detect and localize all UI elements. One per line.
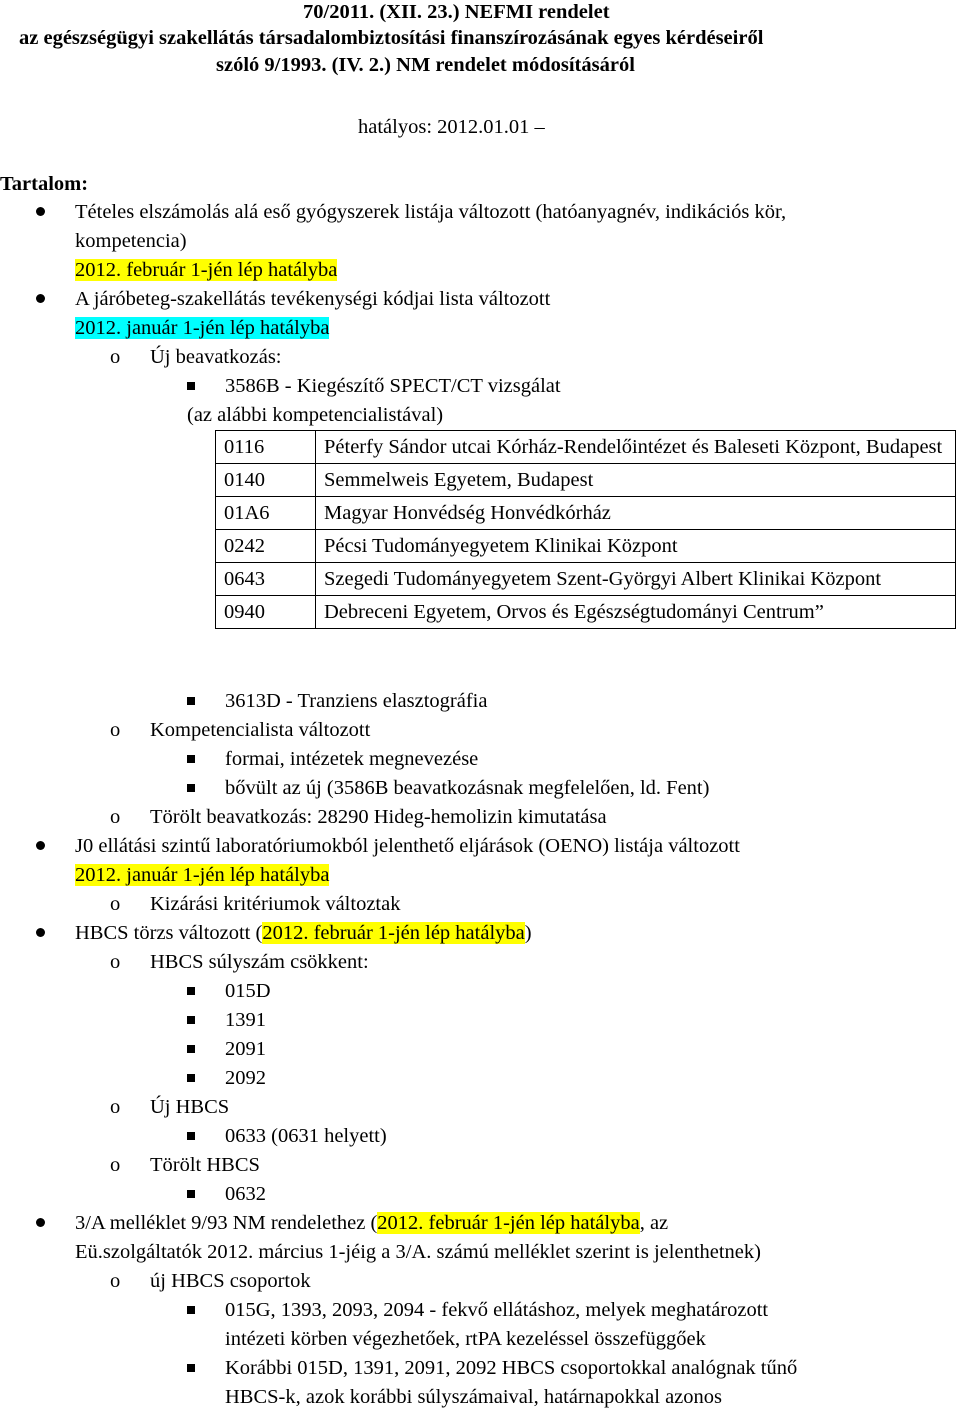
s4-weight-item: 1391 — [225, 1009, 266, 1031]
square-bullet-icon — [187, 1045, 195, 1053]
table-cell-code: 0140 — [216, 464, 316, 497]
s5-date-highlight: 2012. február 1-jén lép hatályba — [377, 1212, 640, 1234]
square-bullet-icon — [187, 1074, 195, 1082]
effective-date: hatályos: 2012.01.01 – — [358, 116, 545, 138]
s2-effective — [75, 316, 329, 340]
s4-sub-weight: HBCS súlyszám csökkent: — [150, 951, 369, 973]
s4-text-pre: HBCS törzs változott ( — [75, 922, 263, 944]
square-bullet-icon — [187, 697, 195, 705]
s5-text-cont: Eü.szolgáltatók 2012. március 1-jéig a 3/A. számú melléklet szerint is jelenthetnek) — [75, 1241, 761, 1263]
table-cell-code: 0242 — [216, 530, 316, 563]
s2-sub-new-intervention: Új beavatkozás: — [150, 346, 282, 368]
circle-bullet-icon: o — [110, 806, 121, 828]
table-cell-code: 0643 — [216, 563, 316, 596]
table-cell-name: Péterfy Sándor utcai Kórház-Rendelőintézet és Baleseti Központ, Budapest — [316, 431, 956, 464]
s1-text: Tételes elszámolás alá eső gyógyszerek listája változott (hatóanyagnév, indikációs kör, — [75, 201, 787, 223]
square-bullet-icon — [187, 1306, 195, 1314]
s3-effective — [75, 863, 329, 887]
s5-text — [75, 1211, 668, 1235]
circle-bullet-icon: o — [110, 951, 121, 973]
table-cell-code: 01A6 — [216, 497, 316, 530]
s2-date-highlight: 2012. január 1-jén lép hatályba — [75, 317, 330, 339]
s4-weight-item: 2092 — [225, 1067, 266, 1089]
table-cell-name: Magyar Honvédség Honvédkórház — [316, 497, 956, 530]
s2-sub2-item1: formai, intézetek megnevezése — [225, 748, 479, 770]
s4-date-highlight: 2012. február 1-jén lép hatályba — [262, 922, 525, 944]
s5-item1: 015G, 1393, 2093, 2094 - fekvő ellátáshoz, melyek meghatározott — [225, 1299, 769, 1321]
s2-sub2-item2: bővült az új (3586B beavatkozásnak megfelelően, ld. Fent) — [225, 777, 710, 799]
bullet-icon — [36, 207, 45, 216]
table-row — [216, 530, 956, 563]
bullet-icon — [36, 928, 45, 937]
s2-item-3613d: 3613D - Tranziens elasztográfia — [225, 690, 488, 712]
s4-deleted-item: 0632 — [225, 1183, 266, 1205]
s2-text: A járóbeteg-szakellátás tevékenységi kódjai lista változott — [75, 288, 551, 310]
square-bullet-icon — [187, 1016, 195, 1024]
bullet-icon — [36, 841, 45, 850]
bullet-icon — [36, 1218, 45, 1227]
s4-text — [75, 921, 532, 945]
table-row — [216, 431, 956, 464]
s3-date-highlight: 2012. január 1-jén lép hatályba — [75, 864, 330, 886]
contents-heading: Tartalom: — [0, 173, 89, 195]
s4-sub-deleted: Törölt HBCS — [150, 1154, 260, 1176]
s3-sub-exclusion: Kizárási kritériumok változtak — [150, 893, 401, 915]
square-bullet-icon — [187, 987, 195, 995]
table-cell-code: 0116 — [216, 431, 316, 464]
square-bullet-icon — [187, 1364, 195, 1372]
s4-sub-new: Új HBCS — [150, 1096, 230, 1118]
s3-text: J0 ellátási szintű laboratóriumokból jelenthető eljárások (OENO) listája változott — [75, 835, 740, 857]
s4-weight-item: 015D — [225, 980, 271, 1002]
table-cell-name: Debreceni Egyetem, Orvos és Egészségtudományi Centrum” — [316, 596, 956, 629]
s5-text-post: , az — [639, 1212, 669, 1234]
s1-effective — [75, 258, 337, 282]
table-cell-name: Semmelweis Egyetem, Budapest — [316, 464, 956, 497]
s2-item-3586b: 3586B - Kiegészítő SPECT/CT vizsgálat — [225, 375, 561, 397]
s4-weight-item: 2091 — [225, 1038, 266, 1060]
circle-bullet-icon: o — [110, 1270, 121, 1292]
table-row — [216, 596, 956, 629]
competence-table — [215, 430, 956, 629]
s4-text-post: ) — [524, 922, 532, 944]
s5-item1-cont: intézeti körben végezhetőek, rtPA kezeléssel összefüggőek — [225, 1328, 706, 1350]
table-row — [216, 464, 956, 497]
document-title: 70/2011. (XII. 23.) NEFMI rendelet — [303, 1, 610, 23]
s5-sub-new-groups: új HBCS csoportok — [150, 1270, 311, 1292]
table-cell-code: 0940 — [216, 596, 316, 629]
s1-date-highlight: 2012. február 1-jén lép hatályba — [75, 259, 338, 281]
s5-text-pre: 3/A melléklet 9/93 NM rendelethez ( — [75, 1212, 378, 1234]
s1-text-cont: kompetencia) — [75, 230, 187, 252]
circle-bullet-icon: o — [110, 346, 121, 368]
s2-sub-competence: Kompetencialista változott — [150, 719, 371, 741]
table-row — [216, 497, 956, 530]
square-bullet-icon — [187, 382, 195, 390]
square-bullet-icon — [187, 1132, 195, 1140]
circle-bullet-icon: o — [110, 1096, 121, 1118]
s4-new-item: 0633 (0631 helyett) — [225, 1125, 387, 1147]
square-bullet-icon — [187, 755, 195, 763]
document-title-line3: szóló 9/1993. (IV. 2.) NM rendelet módosításáról — [216, 54, 635, 76]
circle-bullet-icon: o — [110, 1154, 121, 1176]
table-cell-name: Szegedi Tudományegyetem Szent-Györgyi Albert Klinikai Központ — [316, 563, 956, 596]
circle-bullet-icon: o — [110, 719, 121, 741]
document-title-line2: az egészségügyi szakellátás társadalombiztosítási finanszírozásának egyes kérdéseiről — [19, 27, 764, 49]
s2-sub-deleted: Törölt beavatkozás: 28290 Hideg-hemolizin kimutatása — [150, 806, 607, 828]
s5-item2-cont: HBCS-k, azok korábbi súlyszámaival, határnapokkal azonos — [225, 1386, 722, 1408]
circle-bullet-icon: o — [110, 893, 121, 915]
bullet-icon — [36, 294, 45, 303]
s5-item2: Korábbi 015D, 1391, 2091, 2092 HBCS csoportokkal analógnak tűnő — [225, 1357, 798, 1379]
s2-note: (az alábbi kompetencialistával) — [187, 404, 444, 426]
square-bullet-icon — [187, 784, 195, 792]
table-cell-name: Pécsi Tudományegyetem Klinikai Központ — [316, 530, 956, 563]
square-bullet-icon — [187, 1190, 195, 1198]
table-row — [216, 563, 956, 596]
